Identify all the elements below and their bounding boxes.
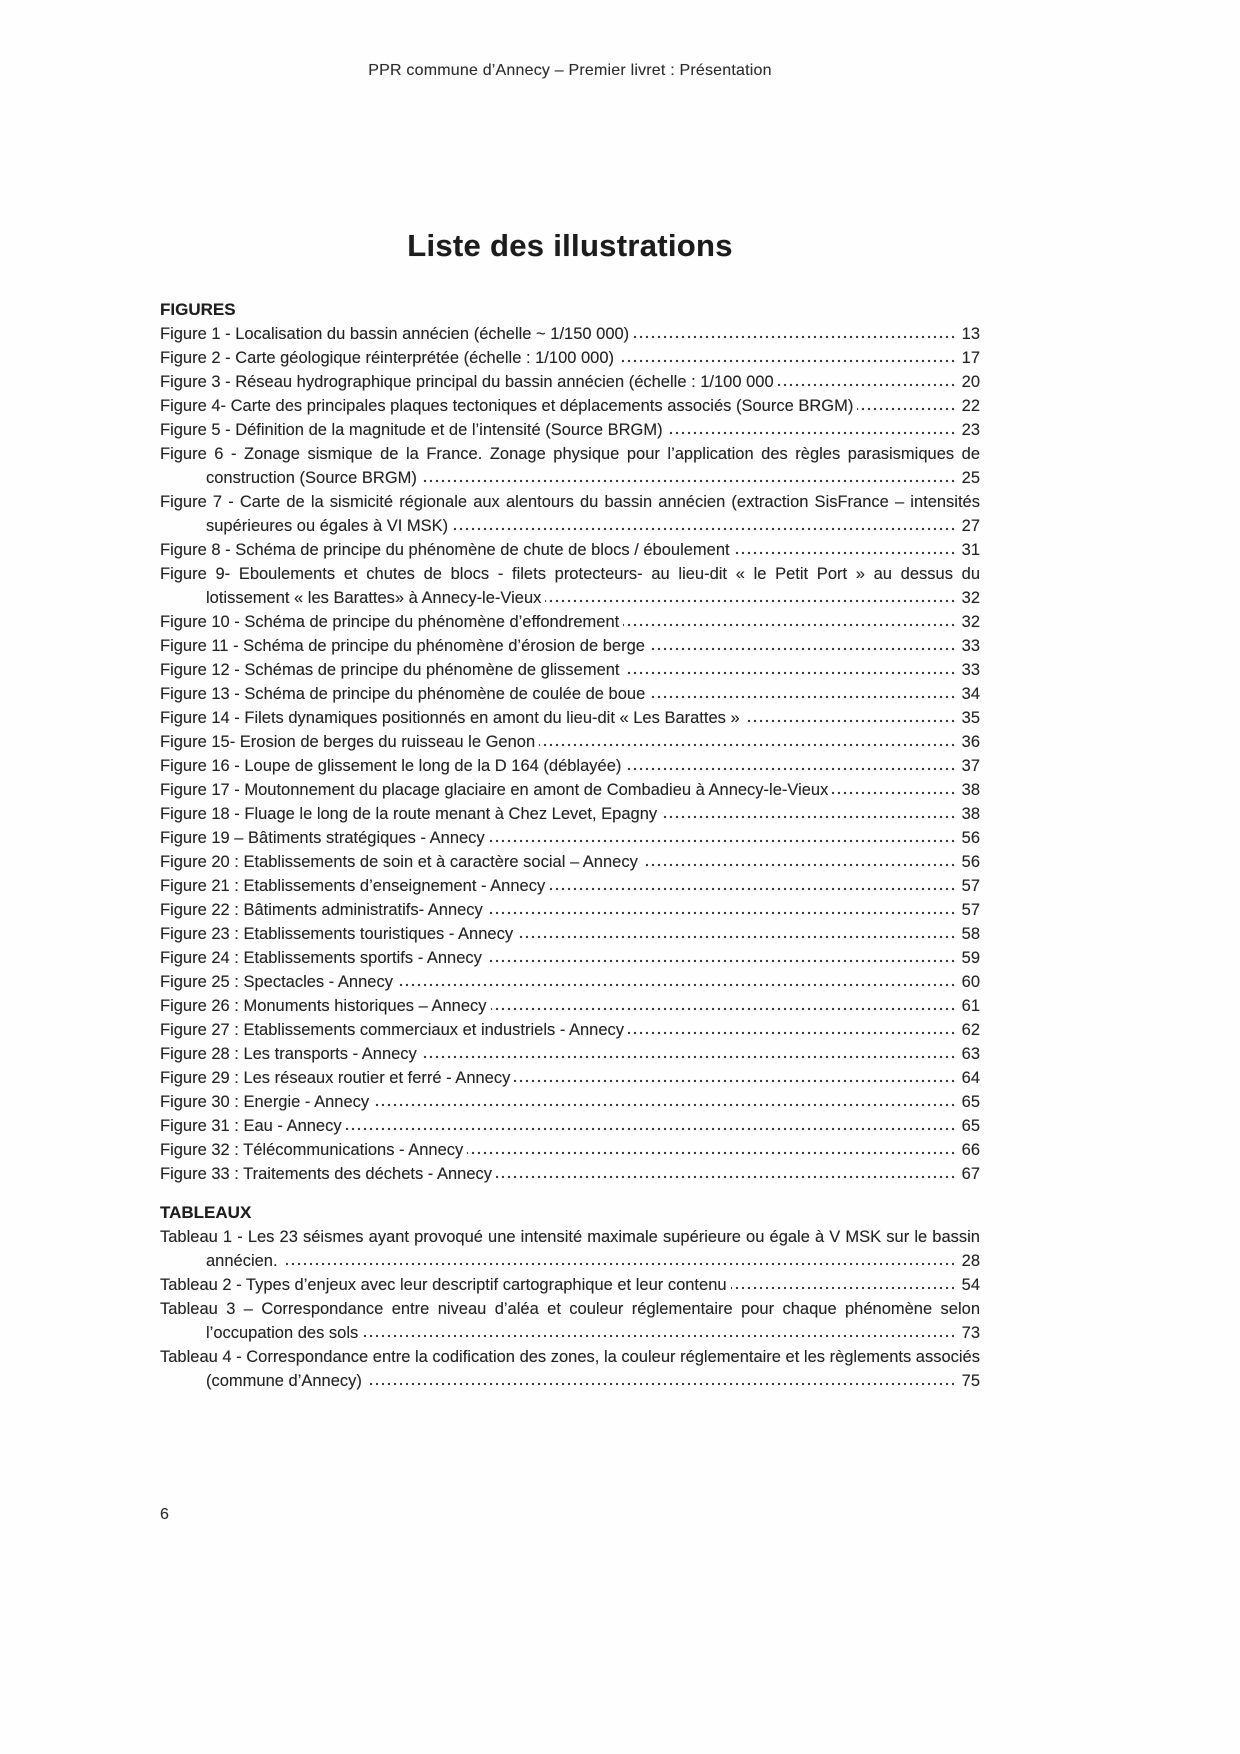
- toc-entry-text: Figure 23 : Etablissements touristiques - Annecy: [160, 925, 517, 943]
- toc-entry-text: Figure 31 : Eau - Annecy: [160, 1117, 346, 1135]
- toc-entry-page-number: 61: [955, 994, 980, 1018]
- toc-entry: [160, 1273, 980, 1297]
- page-title: Liste des illustrations: [407, 228, 733, 263]
- toc-entry-page-number: 56: [955, 850, 980, 874]
- toc-entry-page-number: 73: [955, 1321, 980, 1345]
- toc-entry: [160, 658, 980, 682]
- toc-entry: [160, 1042, 980, 1066]
- toc-entry: [160, 490, 980, 538]
- toc-entry-text: Figure 14 - Filets dynamiques positionnés en amont du lieu-dit « Les Barattes »: [160, 709, 744, 727]
- section-heading: FIGURES: [160, 300, 236, 319]
- toc-section: [160, 298, 980, 1186]
- toc-entry-page-number: 38: [955, 802, 980, 826]
- toc-entry: [160, 1297, 980, 1345]
- toc-entry-text: Figure 32 : Télécommunications - Annecy: [160, 1141, 467, 1159]
- toc-entry: [160, 730, 980, 754]
- toc-entry: [160, 370, 980, 394]
- toc-entry: [160, 1138, 980, 1162]
- toc-entry: [160, 802, 980, 826]
- toc-entry: [160, 754, 980, 778]
- toc-entry-text: Figure 30 : Energie - Annecy: [160, 1093, 373, 1111]
- toc-entry: [160, 322, 980, 346]
- toc-entry-text: Figure 4- Carte des principales plaques tectoniques et déplacements associés (Source BRGM): [160, 397, 857, 415]
- toc-entry-text: Figure 26 : Monuments historiques – Annecy: [160, 997, 491, 1015]
- toc-entry-text: Figure 3 - Réseau hydrographique principal du bassin annécien (échelle : 1/100 000: [160, 373, 778, 391]
- toc-entry-text: Figure 9- Eboulements et chutes de blocs - filets protecteurs- au lieu-dit « le Petit Port » au dessus du lotissement « les Barattes» à Annecy-le-Vieux: [160, 565, 980, 607]
- toc-entry-page-number: 65: [955, 1090, 980, 1114]
- section-heading: TABLEAUX: [160, 1203, 252, 1222]
- toc-entry-page-number: 56: [955, 826, 980, 850]
- toc-entry: [160, 898, 980, 922]
- toc-entry-page-number: 35: [955, 706, 980, 730]
- toc-entry-page-number: 13: [955, 322, 980, 346]
- toc-entry-page-number: 57: [955, 898, 980, 922]
- toc-entry-text: Figure 28 : Les transports - Annecy: [160, 1045, 421, 1063]
- toc-entry-page-number: 32: [955, 610, 980, 634]
- toc-entry-text: Tableau 4 - Correspondance entre la codification des zones, la couleur réglementaire et les règlements associés (commune d’Annecy): [160, 1348, 980, 1390]
- toc-entry: [160, 394, 980, 418]
- toc-entry-text: Figure 13 - Schéma de principe du phénomène de coulée de boue: [160, 685, 649, 703]
- toc-entry: [160, 922, 980, 946]
- toc-entry-text: Figure 27 : Etablissements commerciaux et industriels - Annecy: [160, 1021, 628, 1039]
- toc-entry: [160, 442, 980, 490]
- toc-entry: [160, 706, 980, 730]
- toc-entry-page-number: 23: [955, 418, 980, 442]
- toc-entry-page-number: 57: [955, 874, 980, 898]
- toc-entry-text: Figure 29 : Les réseaux routier et ferré - Annecy: [160, 1069, 514, 1087]
- toc-entry-text: Figure 18 - Fluage le long de la route menant à Chez Levet, Epagny: [160, 805, 661, 823]
- toc-entry: [160, 1114, 980, 1138]
- toc-entry-text: Figure 24 : Etablissements sportifs - Annecy: [160, 949, 486, 967]
- toc-entry-text: Figure 7 - Carte de la sismicité régionale aux alentours du bassin annécien (extraction SisFrance – intensités supérieures ou égales à VI MSK): [160, 493, 980, 535]
- toc-entry-page-number: 37: [955, 754, 980, 778]
- toc-entry-page-number: 54: [955, 1273, 980, 1297]
- toc-entry-text: Figure 10 - Schéma de principe du phénomène d’effondrement: [160, 613, 623, 631]
- toc-entry-page-number: 38: [955, 778, 980, 802]
- toc-entry-text: Figure 12 - Schémas de principe du phénomène de glissement: [160, 661, 624, 679]
- toc-entry-text: Figure 6 - Zonage sismique de la France. Zonage physique pour l’application des règles parasismiques de construction (Source BRGM): [160, 445, 980, 487]
- toc-entry-page-number: 62: [955, 1018, 980, 1042]
- toc-entry-text: Figure 19 – Bâtiments stratégiques - Annecy: [160, 829, 489, 847]
- toc-entry: [160, 1225, 980, 1273]
- running-header: PPR commune d’Annecy – Premier livret : Présentation: [368, 62, 772, 79]
- toc-sections: [160, 298, 980, 1393]
- toc-entry-page-number: 31: [955, 538, 980, 562]
- toc-entry-text: Figure 17 - Moutonnement du placage glaciaire en amont de Combadieu à Annecy-le-Vieux: [160, 781, 832, 799]
- toc-entry-page-number: 36: [955, 730, 980, 754]
- toc-entry-text: Figure 15- Erosion de berges du ruisseau le Genon: [160, 733, 539, 751]
- toc-entry-page-number: 33: [955, 634, 980, 658]
- toc-entry-text: Figure 8 - Schéma de principe du phénomène de chute de blocs / éboulement: [160, 541, 734, 559]
- toc-entry-text: Tableau 1 - Les 23 séismes ayant provoqué une intensité maximale supérieure ou égale à V MSK sur le bassin annécien.: [160, 1228, 980, 1270]
- toc-entry-page-number: 66: [955, 1138, 980, 1162]
- toc-entry: [160, 1066, 980, 1090]
- toc-entry-page-number: 33: [955, 658, 980, 682]
- toc-entry-page-number: 17: [955, 346, 980, 370]
- toc-entry-page-number: 75: [955, 1369, 980, 1393]
- toc-entry: [160, 1345, 980, 1393]
- toc-entry-page-number: 59: [955, 946, 980, 970]
- toc-entry: [160, 946, 980, 970]
- section-entries: [160, 322, 980, 1186]
- toc-entry-text: Figure 33 : Traitements des déchets - Annecy: [160, 1165, 496, 1183]
- section-entries: [160, 1225, 980, 1393]
- toc-entry-text: Figure 20 : Etablissements de soin et à caractère social – Annecy: [160, 853, 642, 871]
- toc-entry-text: Figure 25 : Spectacles - Annecy: [160, 973, 397, 991]
- toc-entry: [160, 634, 980, 658]
- toc-entry-text: Figure 21 : Etablissements d’enseignement - Annecy: [160, 877, 549, 895]
- toc-entry: [160, 970, 980, 994]
- toc-entry-text: Figure 2 - Carte géologique réinterprétée (échelle : 1/100 000): [160, 349, 618, 367]
- toc-entry-text: Figure 1 - Localisation du bassin annécien (échelle ~ 1/150 000): [160, 325, 633, 343]
- toc-entry-text: Figure 11 - Schéma de principe du phénomène d’érosion de berge: [160, 637, 649, 655]
- toc-entry-text: Figure 16 - Loupe de glissement le long de la D 164 (déblayée): [160, 757, 625, 775]
- toc-entry-page-number: 63: [955, 1042, 980, 1066]
- toc-entry: [160, 682, 980, 706]
- toc-entry: [160, 874, 980, 898]
- toc-entry-page-number: 67: [955, 1162, 980, 1186]
- toc-entry-page-number: 65: [955, 1114, 980, 1138]
- toc-entry: [160, 994, 980, 1018]
- toc-entry-page-number: 60: [955, 970, 980, 994]
- toc-entry-page-number: 32: [955, 586, 980, 610]
- toc-entry: [160, 850, 980, 874]
- toc-entry-page-number: 27: [955, 514, 980, 538]
- toc-entry: [160, 418, 980, 442]
- toc-entry-page-number: 20: [955, 370, 980, 394]
- toc-entry-page-number: 22: [955, 394, 980, 418]
- footer-page-number: 6: [160, 1506, 169, 1523]
- toc-entry: [160, 1162, 980, 1186]
- toc-entry: [160, 1090, 980, 1114]
- toc-entry-text: Figure 22 : Bâtiments administratifs- Annecy: [160, 901, 487, 919]
- toc-entry: [160, 1018, 980, 1042]
- toc-entry-page-number: 34: [955, 682, 980, 706]
- toc-entry-page-number: 25: [955, 466, 980, 490]
- toc-entry-text: Figure 5 - Définition de la magnitude et de l’intensité (Source BRGM): [160, 421, 667, 439]
- toc-entry: [160, 562, 980, 610]
- toc-section: [160, 1201, 980, 1393]
- toc-entry: [160, 610, 980, 634]
- toc-entry: [160, 346, 980, 370]
- toc-entry-text: Tableau 3 – Correspondance entre niveau d’aléa et couleur réglementaire pour chaque phénomène selon l’occupation des sols: [160, 1300, 980, 1342]
- toc-entry-page-number: 28: [955, 1249, 980, 1273]
- toc-entry-page-number: 58: [955, 922, 980, 946]
- toc-entry-text: Tableau 2 - Types d’enjeux avec leur descriptif cartographique et leur contenu: [160, 1276, 731, 1294]
- toc-entry: [160, 826, 980, 850]
- toc-entry-page-number: 64: [955, 1066, 980, 1090]
- toc-entry: [160, 538, 980, 562]
- toc-entry: [160, 778, 980, 802]
